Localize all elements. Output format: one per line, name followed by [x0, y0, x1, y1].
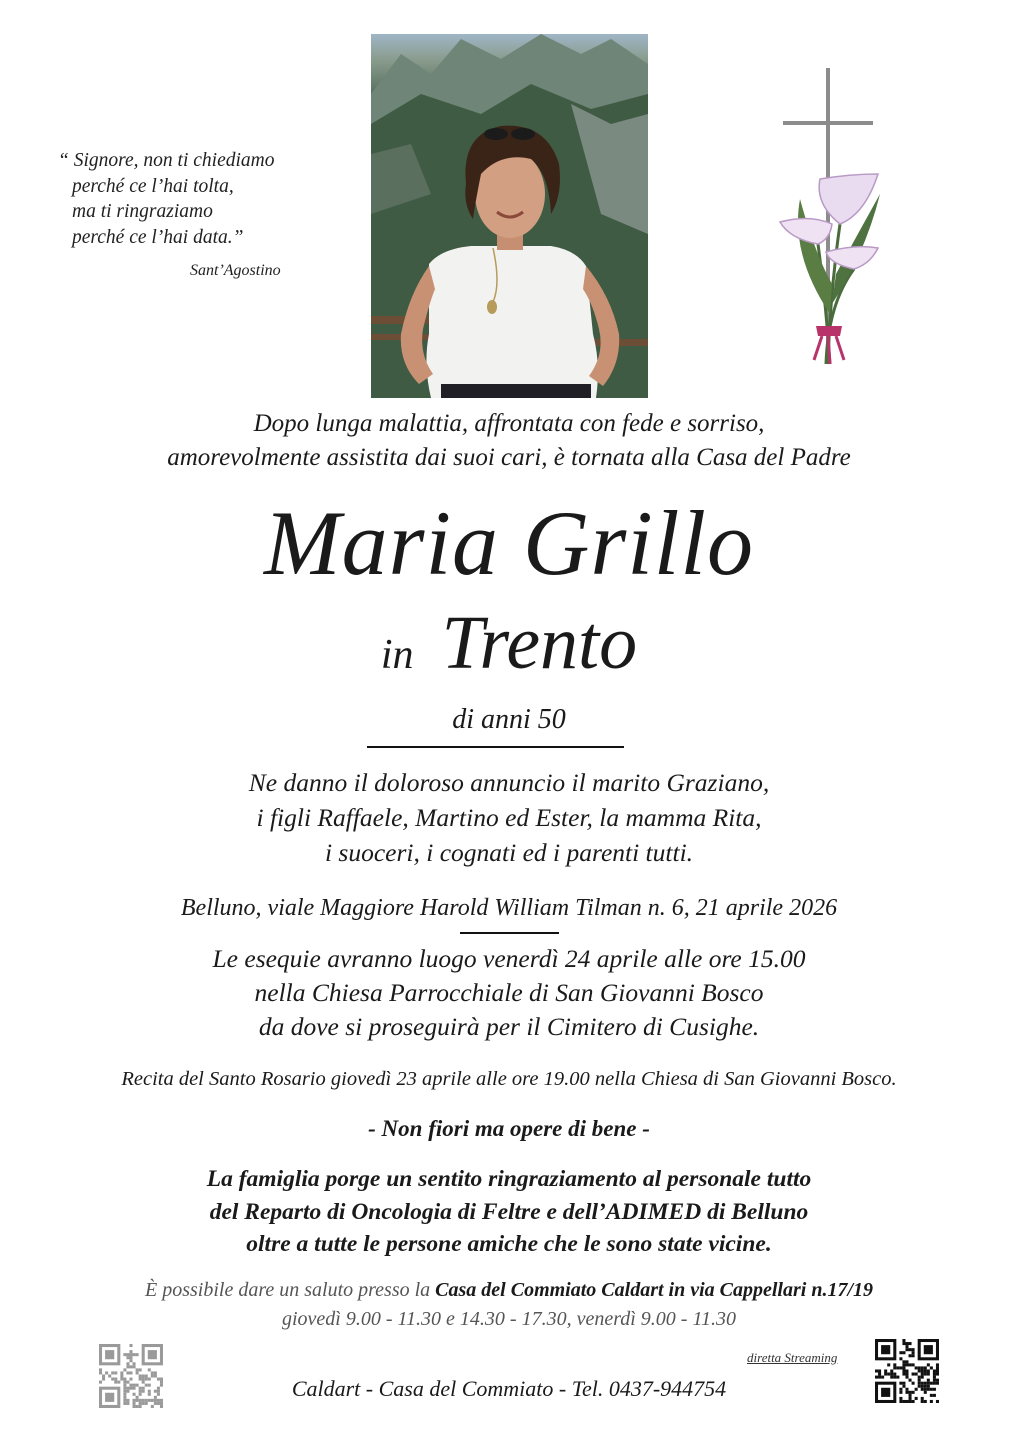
quote: [58, 148, 274, 250]
portrait-photo: [371, 34, 648, 398]
funeral-line: nella Chiesa Parrocchiale di San Giovanni Bosco: [254, 978, 764, 1007]
quote-author: Sant’Agostino: [190, 262, 281, 279]
streaming-link[interactable]: diretta Streaming: [747, 1350, 838, 1365]
visit-place: Casa del Commiato Caldart in via Cappellari n.17/19: [435, 1279, 873, 1301]
place-date: Belluno, viale Maggiore Harold William Tilman n. 6, 21 aprile 2026: [180, 895, 838, 921]
no-flowers-note: - Non fiori ma opere di bene -: [368, 1116, 650, 1141]
funeral-info: [0, 942, 1018, 1044]
quote-line: perché ce l’hai tolta,: [72, 175, 234, 197]
thanks-line: oltre a tutte le persone amiche che le sono state vicine.: [246, 1231, 772, 1257]
intro-line: amorevolmente assistita dai suoi cari, è tornata alla Casa del Padre: [167, 444, 851, 471]
funeral-line: da dove si proseguirà per il Cimitero di Cusighe.: [258, 1012, 760, 1041]
thanks-line: La famiglia porge un sentito ringraziamento al personale tutto: [206, 1166, 812, 1192]
announcement: [0, 765, 1018, 870]
divider: [367, 746, 624, 748]
intro-text: [0, 407, 1018, 475]
quote-line: “ Signore, non ti chiediamo: [58, 150, 275, 171]
married-prefix: in: [380, 632, 414, 678]
visit-line: [0, 1276, 1018, 1305]
thanks-note: [0, 1163, 1018, 1261]
visit-hours: giovedì 9.00 - 11.30 e 14.30 - 17.30, venerdì 9.00 - 11.30: [282, 1308, 736, 1330]
visit-prefix: È possibile dare un saluto presso la: [144, 1279, 436, 1301]
age: di anni 50: [452, 704, 566, 735]
intro-line: Dopo lunga malattia, affrontata con fede e sorriso,: [253, 410, 765, 437]
divider: [460, 932, 559, 934]
quote-line: perché ce l’hai data.”: [72, 226, 244, 248]
announcement-line: i suoceri, i cognati ed i parenti tutti.: [324, 838, 694, 867]
rosary-info: Recita del Santo Rosario giovedì 23 aprile alle ore 19.00 nella Chiesa di San Giovanni Bosco.: [121, 1068, 897, 1090]
married-name: [0, 598, 1018, 700]
visit-info: [0, 1276, 1018, 1334]
announcement-line: i figli Raffaele, Martino ed Ester, la mamma Rita,: [256, 803, 762, 832]
cross-with-lilies-icon: [770, 64, 890, 374]
married-surname: Trento: [441, 601, 638, 685]
announcement-line: Ne danno il doloroso annuncio il marito Graziano,: [248, 768, 770, 797]
thanks-line: del Reparto di Oncologia di Feltre e dell’ADIMED di Belluno: [209, 1198, 809, 1225]
footer-contact: Caldart - Casa del Commiato - Tel. 0437-944754: [291, 1376, 727, 1401]
funeral-line: Le esequie avranno luogo venerdì 24 aprile alle ore 15.00: [212, 944, 806, 973]
deceased-name: Maria Grillo: [264, 492, 754, 594]
quote-line: ma ti ringraziamo: [72, 201, 213, 222]
